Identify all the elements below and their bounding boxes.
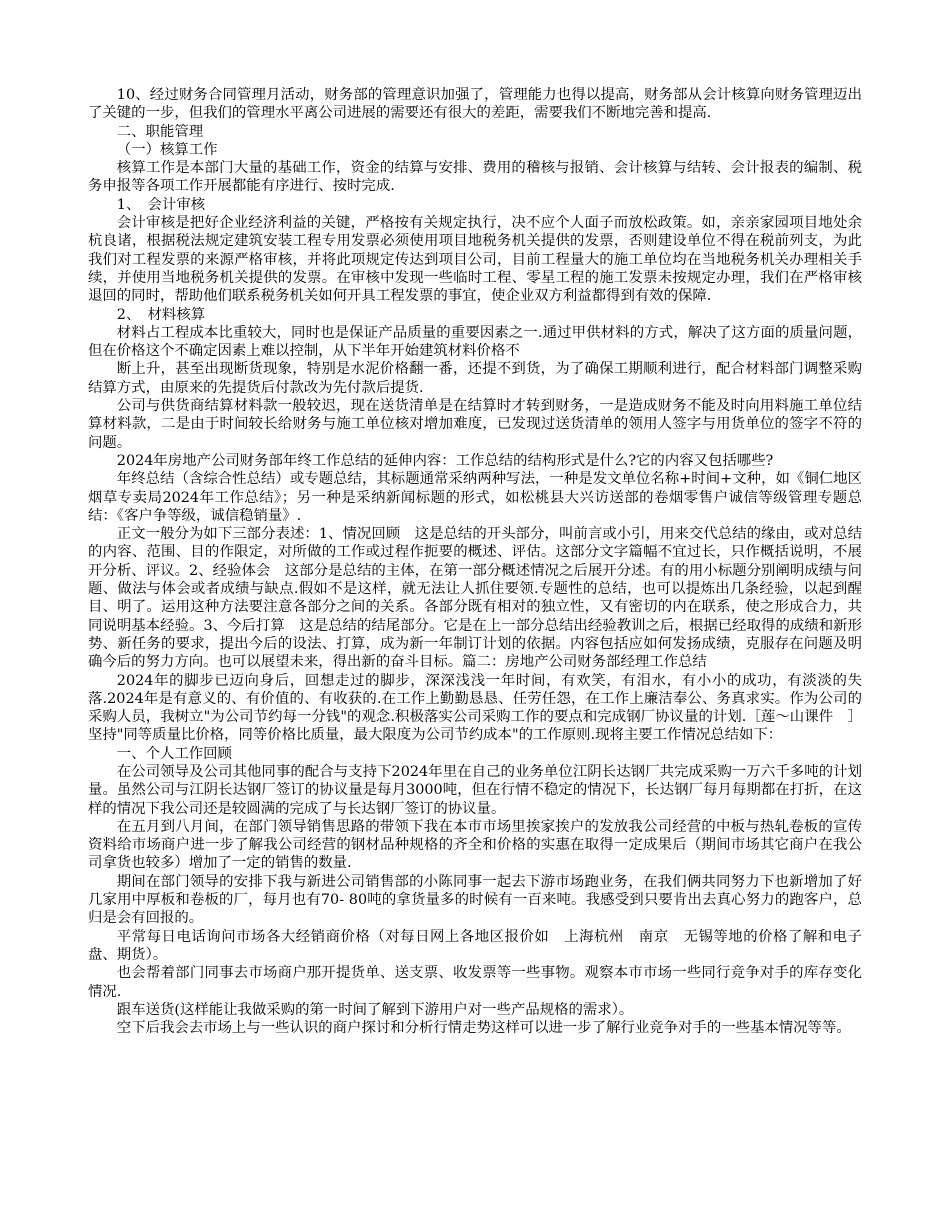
paragraph-extension-question: 2024年房地产公司财务部年终工作总结的延伸内容：工作总结的结构形式是什么?它的内容又包括哪些? xyxy=(116,452,774,469)
paragraph-delivery: 跟车送货(这样能让我做采购的第一时间了解到下游用户对一些产品规格的需求）。 xyxy=(116,1001,634,1018)
paragraph-price-rise: 断上升，甚至出现断货现象，特别是水泥价格翻一番，还提不到货，为了确保工期顺利进行，配合材料部门调整采购结算方式，由原来的先提货后付款改为先付款后提货. xyxy=(88,361,862,396)
paragraph-accounting-work: 核算工作是本部门大量的基础工作，资金的结算与安排、费用的稽核与报销、会计核算与结转、会计报表的编制、税务申报等各项工作开展都能有序进行、按时完成. xyxy=(88,160,862,195)
document-body xyxy=(88,86,862,1037)
paragraph-year-review-intro: 2024年的脚步已迈向身后，回想走过的脚步，深深浅浅一年时间，有欢笑，有泪水，有小小的成功，有淡淡的失落.2024年是有意义的、有价值的、有收获的.在工作上勤勤恳恳、任劳任怨，在工作上廉洁奉公、务真求实。作为公司的采购人员，我树立"为公司节约每一分钱"的观念.积极落实公司采购工作的要点和完成钢厂协议量的计划.［莲～山课件 ］坚持"同等质量比价格，同等价格比质量，最大限度为公司节约成本"的工作原则.现将主要工作情况总结如下： xyxy=(88,672,862,744)
paragraph-supplier-settlement: 公司与供货商结算材料款一般较迟，现在送货清单是在结算时才转到财务，一是造成财务不能及时向用料施工单位结算材料款，二是由于时间较长给财务与施工单位核对增加难度，已发现过送货清单的领用人签字与用货单位的签字不符的问题。 xyxy=(88,398,862,451)
subsection-heading-accounting-work: （一）核算工作 xyxy=(116,141,218,158)
paragraph-financial-contract-month: 10、经过财务合同管理月活动，财务部的管理意识加强了，管理能力也得以提高，财务部从会计核算向财务管理迈出了关键的一步，但我们的管理水平离公司进展的需要还有很大的差距，需要我们不断地完善和提高. xyxy=(88,87,862,122)
item-heading-accounting-audit: 1、 会计审核 xyxy=(116,196,206,213)
paragraph-daily-price-inquiry: 平常每日电话询问市场各大经销商价格（对每日网上各地区报价如 上海杭州 南京 无锡等地的价格了解和电子盘、期货）。 xyxy=(88,928,862,963)
item-heading-material-accounting: 2、 材料核算 xyxy=(116,306,206,323)
paragraph-material-cost: 材料占工程成本比重较大，同时也是保证产品质量的重要因素之一.通过甲供材料的方式，解决了这方面的质量问题，但在价格这个不确定因素上难以控制，从下半年开始建筑材料价格不 xyxy=(88,324,862,360)
paragraph-market-promotion: 在五月到八月间，在部门领导销售思路的带领下我在本市市场里挨家挨户的发放我公司经营的中板与热轧卷板的宣传资料给市场商户进一步了解我公司经营的钢材品种规格的齐全和价格的实惠在取得一定成果后（期间市场其它商户在我公司拿货也较多）增加了一定的销售的数量. xyxy=(88,818,862,872)
paragraph-summary-body-structure: 正文一般分为如下三部分表述：1、情况回顾 这是总结的开头部分，叫前言或小引，用来交代总结的缘由，或对总结的内容、范围、目的作限定，对所做的工作或过程作扼要的概述、评估。这部分文字篇幅不宜过长，只作概括说明，不展开分析、评议。2、经验体会 这部分是总结的主体，在第一部分概述情况之后展开分述。有的用小标题分别阐明成绩与问题、做法与体会或者成绩与缺点.假如不是这样，就无法让人抓住要领.专题性的总结，也可以提炼出几条经验，以起到醒目、明了。运用这种方法要注意各部分之间的关系。各部分既有相对的独立性，又有密切的内在联系，使之形成合力，共同说明基本经验。3、今后打算 这是总结的结尾部分。它是在上一部分总结出经验教训之后，根据已经取得的成绩和新形势、新任务的要求，提出今后的设法、打算，成为新一年制订计划的依据。内容包括应如何发扬成绩，克服存在问题及明确今后的努力方向。也可以展望未来，得出新的奋斗目标。篇二：房地产公司财务部经理工作总结 xyxy=(88,526,862,671)
section-heading-functional-management: 二、职能管理 xyxy=(116,123,204,140)
paragraph-helping-colleagues: 也会帮着部门同事去市场商户那开提货单、送支票、收发票等一些事物。观察本市市场一些同行竞争对手的库存变化情况. xyxy=(88,965,862,1000)
paragraph-downstream-business: 期间在部门领导的安排下我与新进公司销售部的小陈同事一起去下游市场跑业务，在我们俩共同努力下也新增加了好几家用中厚板和卷板的厂，每月也有70- 80吨的拿货量多的时候有一百来吨。我感受到只要肯出去真心努力的跑客户，总归是会有回报的。 xyxy=(88,873,862,927)
section-heading-personal-review: 一、个人工作回顾 xyxy=(116,745,232,762)
paragraph-summary-title-forms: 年终总结（含综合性总结）或专题总结，其标题通常采纳两种写法，一种是发文单位名称+时间+文种，如《铜仁地区烟草专卖局2024年工作总结》；另一种是采纳新闻标题的形式，如松桃县大兴访送部的卷烟零售户诚信等级管理专题总结：《客户争等级，诚信稳销量》. xyxy=(88,471,862,524)
paragraph-market-discussion: 空下后我会去市场上与一些认识的商户探讨和分析行情走势这样可以进一步了解行业竞争对手的一些基本情况等等。 xyxy=(116,1020,851,1037)
paragraph-procurement-volume: 在公司领导及公司其他同事的配合与支持下2024年里在自己的业务单位江阴长达钢厂共完成采购一万六千多吨的计划量。虽然公司与江阴长达钢厂签订的协议量是每月3000吨，但在行情不稳定的情况下，长达钢厂每月每期都在打折，在这样的情况下我公司还是较圆满的完成了与长达钢厂签订的协议量。 xyxy=(88,763,862,817)
paragraph-accounting-audit: 会计审核是把好企业经济利益的关键，严格按有关规定执行，决不应个人面子而放松政策。如，亲亲家园项目地处余杭良诸，根据税法规定建筑安装工程专用发票必须使用项目地税务机关提供的发票，否则建设单位不得在税前列支，为此我们对工程发票的来源严格审核，并将此项规定传达到项目公司，目前工程量大的施工单位均在当地税务机关办理相关手续，并使用当地税务机关提供的发票。在审核中发现一些临时工程、零星工程的施工发票未按规定办理，我们在严格审核退回的同时，帮助他们联系税务机关如何开具工程发票的事宜，使企业双方利益都得到有效的保障. xyxy=(88,215,862,305)
